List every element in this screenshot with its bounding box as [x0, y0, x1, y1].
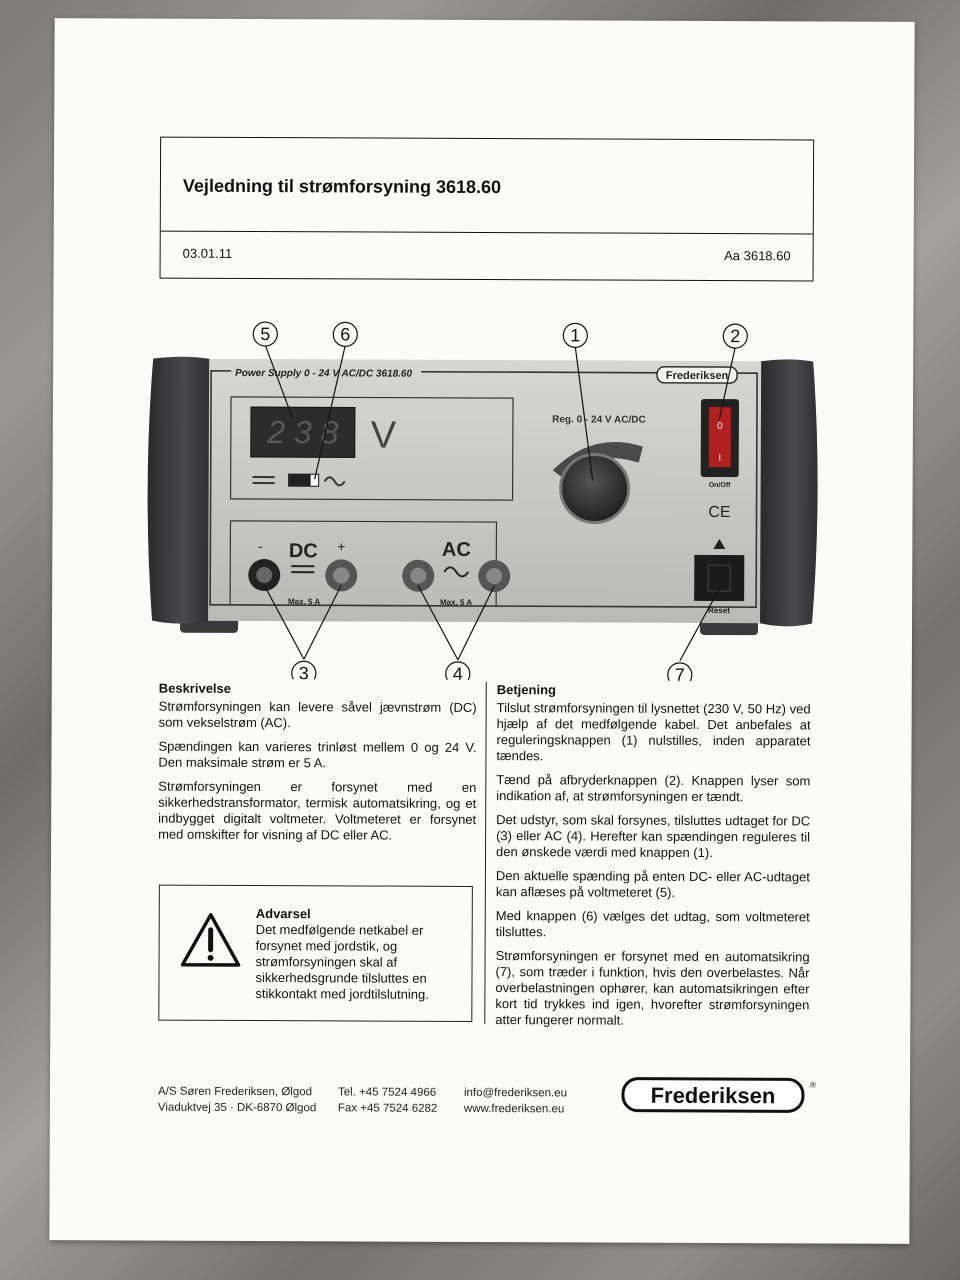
footer-company: A/S Søren Frederiksen, Ølgod: [157, 1085, 313, 1099]
betjening-heading: Betjening: [496, 682, 557, 698]
betjening-paragraph: Med knappen (6) vælges det udtag, som voltmeteret tilsluttes.: [495, 908, 810, 940]
footer-contact: [464, 1085, 567, 1117]
betjening-paragraph: Tænd på afbryderknappen (2). Knappen lyser som indikation af, at strømforsyningen er tændt.: [496, 772, 811, 805]
document-title: Vejledning til strømforsyning 3618.60: [182, 175, 502, 198]
reset-button: [694, 555, 744, 601]
beskrivelse-paragraph: Spændingen kan varieres trinløst mellem 0 og 24 V. Den maksimale strøm er 5 A.: [158, 738, 477, 771]
panel-title: Power Supply 0 - 24 V AC/DC 3618.60: [235, 367, 413, 380]
svg-text:0: 0: [717, 421, 723, 433]
footer-street: Viaduktvej 35 · DK-6870 Ølgod: [157, 1101, 317, 1115]
ac-label: AC: [441, 538, 471, 561]
document-code: Aa 3618.60: [724, 248, 791, 264]
callout-3: 3: [298, 663, 309, 682]
reset-label: Reset: [708, 605, 731, 616]
footer-email[interactable]: info@frederiksen.eu: [463, 1086, 568, 1100]
beskrivelse-paragraph: Strømforsyningen er forsynet med en sikkerhedstransformator, termisk automatsikring, og et indbygget digitalt voltmeter. Voltmeteret er forsynet med omskifter for visning af DC eller AC.: [158, 778, 477, 843]
footer-phone: [338, 1084, 438, 1116]
regulator-label: Reg. 0 - 24 V AC/DC: [552, 414, 646, 426]
callout-5: 5: [260, 324, 271, 345]
svg-text:+: +: [337, 538, 346, 555]
betjening-paragraph: Det udstyr, som skal forsynes, tilsluttes udtaget for DC (3) eller AC (4). Herefter kan spændingen reguleres til den ønskede værdi med knappen (1).: [496, 812, 811, 861]
warning-icon: [180, 912, 242, 968]
power-supply-illustration: [52, 288, 914, 682]
betjening-paragraph: Strømforsyningen er forsynet med en automatsikring (7), som træder i funktion, hvis den overbelastes. Når overbelastningen ophører, kan automatsikringen efter kort tid trykkes ind igen, hvorefter strømforsyningen atter fungerer normalt.: [495, 948, 810, 1028]
footer-web[interactable]: www.frederiksen.eu: [463, 1102, 565, 1116]
callout-1: 1: [570, 325, 581, 346]
header-divider: [161, 231, 813, 235]
frederiksen-logo: [620, 1075, 820, 1116]
dc-label: DC: [288, 540, 318, 563]
betjening-paragraph: Tilslut strømforsyningen til lysnettet (230 V, 50 Hz) ved hjælp af det medfølgende kabel. Det anbefales at reguleringsknappen (1) nulstilles, inden apparatet tændes.: [496, 700, 811, 764]
svg-text:Max. 5 A: Max. 5 A: [440, 597, 473, 607]
beskrivelse-section: [158, 681, 477, 852]
unit-label: V: [370, 414, 397, 457]
side-cap-right: [760, 359, 818, 626]
svg-text:®: ®: [810, 1080, 816, 1090]
svg-text:Max. 5 A: Max. 5 A: [288, 597, 321, 607]
regulator-knob: [560, 454, 628, 522]
betjening-paragraph: Den aktuelle spænding på enten DC- eller AC-udtaget kan aflæses på voltmeteret (5).: [495, 868, 810, 900]
beskrivelse-heading: Beskrivelse: [158, 680, 232, 696]
callout-4: 4: [452, 663, 463, 682]
svg-text:Frederiksen: Frederiksen: [650, 1082, 776, 1109]
switch-label: On/Off: [708, 481, 731, 490]
warning-heading: Advarsel: [255, 906, 311, 922]
footer-tel: Tel. +45 7524 4966: [337, 1086, 437, 1099]
footer-address: [158, 1084, 316, 1117]
warning-text: Det medfølgende netkabel er forsynet med jordstik, og strømforsyningen skal af sikkerhedsgrunde tilsluttes en stikkontakt med jordtilslutning.: [255, 922, 429, 1002]
footer-fax: Fax +45 7524 6282: [337, 1102, 438, 1115]
callout-7: 7: [674, 664, 685, 682]
header-box: [160, 137, 815, 282]
beskrivelse-paragraph: Strømforsyningen kan levere såvel jævnstrøm (DC) som vekselstrøm (AC).: [158, 698, 477, 731]
svg-text:-: -: [257, 538, 263, 555]
callout-2: 2: [730, 326, 741, 347]
ce-mark: CE: [708, 503, 731, 522]
panel-brand: Frederiksen: [665, 369, 729, 383]
instruction-sheet: [49, 18, 914, 1244]
warning-box: [158, 885, 473, 1022]
callout-6: 6: [340, 324, 351, 345]
voltmeter-digits: 2 3 8: [267, 414, 339, 451]
power-supply-drawing: [52, 288, 914, 682]
betjening-section: [495, 682, 811, 1037]
svg-text:I: I: [718, 453, 722, 465]
document-date: 03.01.11: [182, 245, 233, 261]
column-divider: [484, 682, 486, 1024]
side-cap-left: [147, 357, 209, 624]
